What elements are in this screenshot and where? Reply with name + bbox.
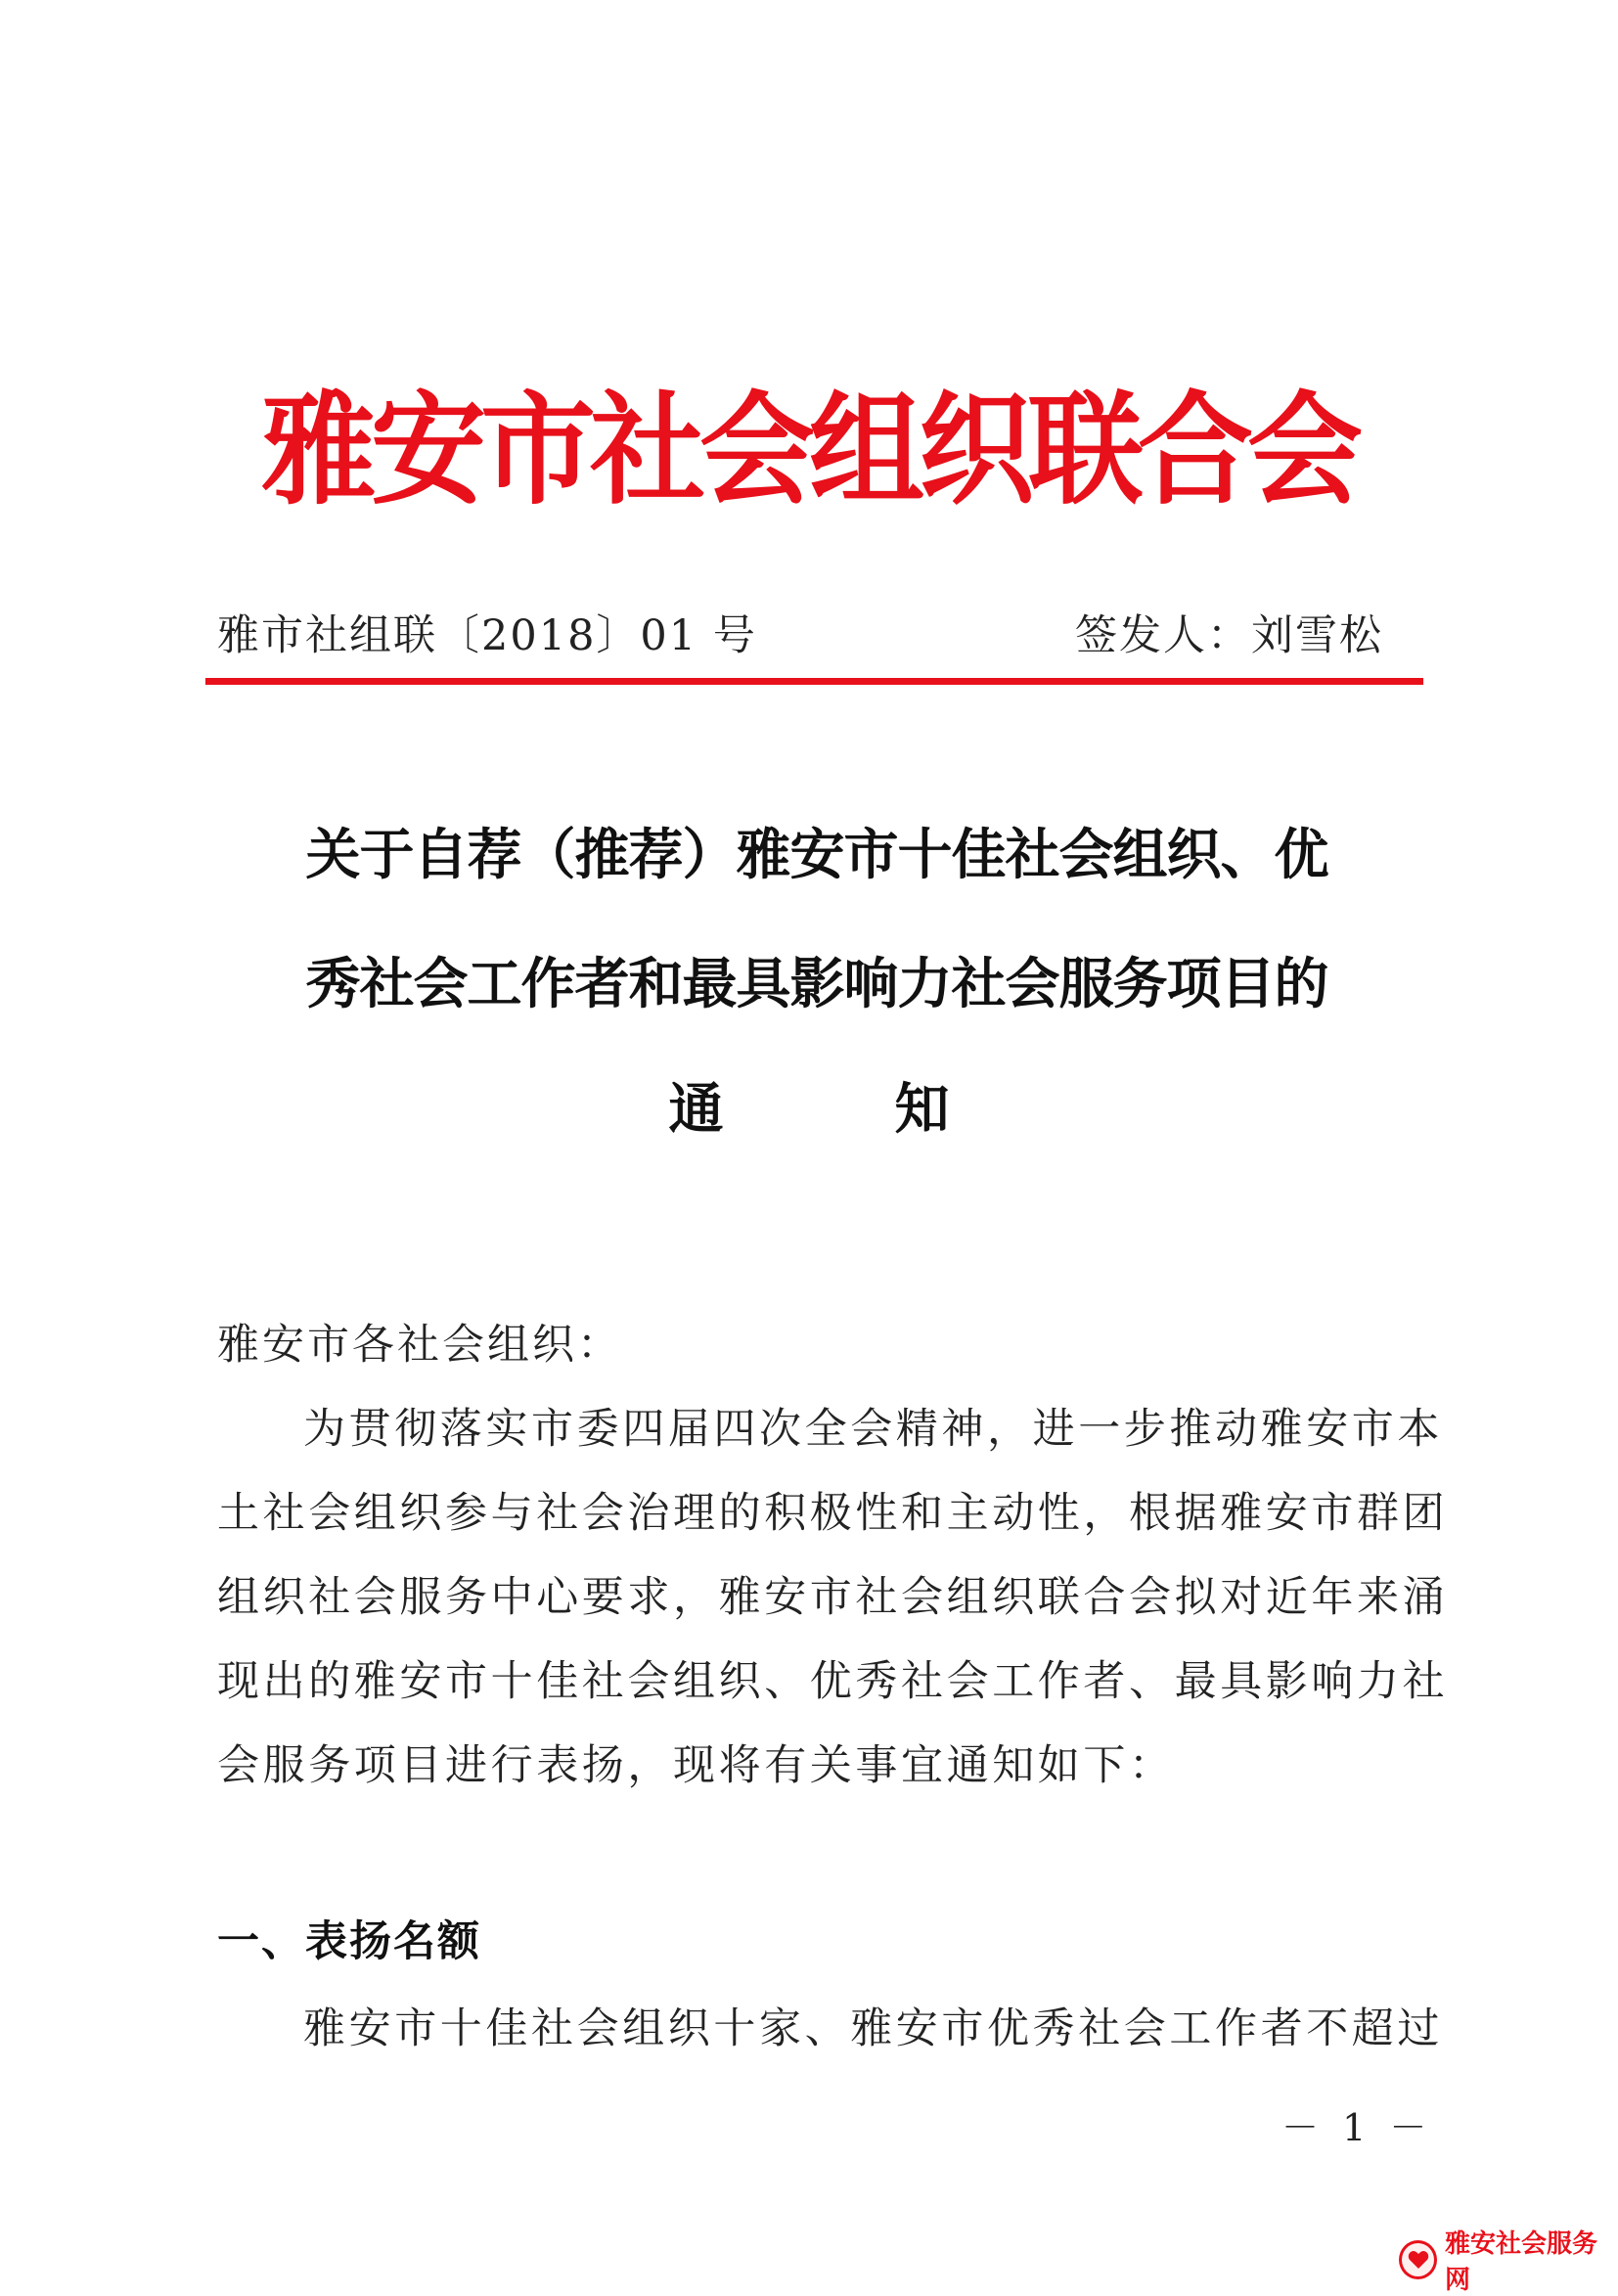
paragraph-line: 为贯彻落实市委四届四次全会精神，进一步推动雅安市本 <box>303 1405 1443 1454</box>
watermark-text: 雅安社会服务网 <box>1445 2229 1598 2295</box>
organization-name: 雅安市社会组织联合会 <box>260 378 1357 521</box>
red-divider <box>205 678 1423 685</box>
heart-logo-icon <box>1399 2240 1437 2279</box>
page-number: － 1 － <box>1281 2106 1433 2149</box>
paragraph-line: 雅安市十佳社会组织十家、雅安市优秀社会工作者不超过 <box>303 2004 1443 2053</box>
document-title-notice-part-2: 知 <box>894 1078 950 1142</box>
signer: 签发人：刘雪松 <box>1075 611 1383 660</box>
section-heading: 一、表扬名额 <box>217 1917 481 1966</box>
document-number: 雅市社组联〔2018〕01 号 <box>217 611 757 660</box>
paragraph-line: 土社会组织参与社会治理的积极性和主动性，根据雅安市群团 <box>217 1489 1449 1538</box>
document-title-line-3 <box>0 1076 1618 1145</box>
salutation: 雅安市各社会组织： <box>217 1321 622 1370</box>
paragraph-line: 现出的雅安市十佳社会组织、优秀社会工作者、最具影响力社 <box>217 1657 1449 1706</box>
site-watermark <box>1399 2229 1618 2295</box>
document-title-notice-part-1: 通 <box>668 1078 724 1142</box>
document-title-line-1: 关于自荐（推荐）雅安市十佳社会组织、优 <box>305 824 1328 887</box>
paragraph-line: 组织社会服务中心要求，雅安市社会组织联合会拟对近年来涌 <box>217 1573 1449 1622</box>
document-title-line-2: 秀社会工作者和最具影响力社会服务项目的 <box>305 953 1328 1016</box>
paragraph-line: 会服务项目进行表扬，现将有关事宜通知如下： <box>217 1741 1175 1790</box>
